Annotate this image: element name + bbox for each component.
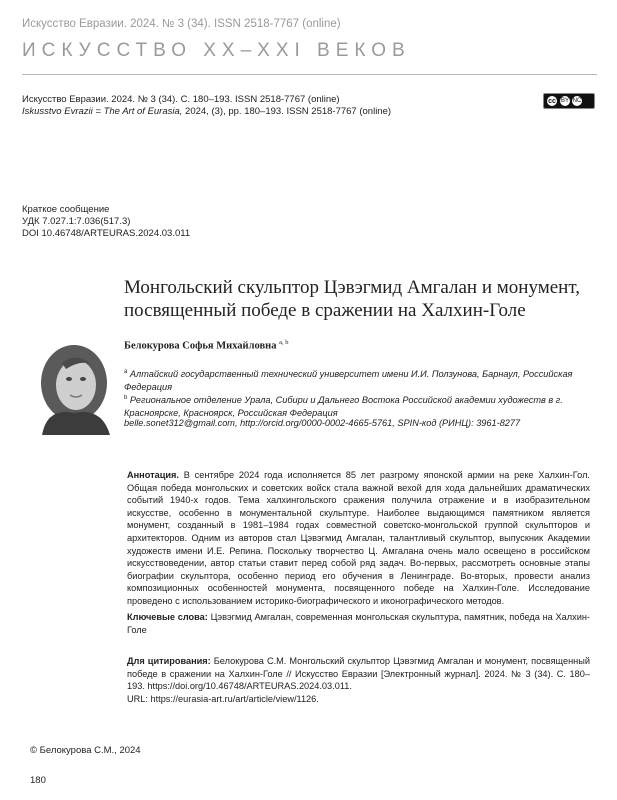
attribution-icon: BY <box>560 98 569 104</box>
author-name <box>124 339 288 352</box>
author-contact[interactable]: belle.sonet312@gmail.com, http://orcid.org/0000-0002-4665-5761, SPIN-код (РИНЦ): 3961-8277 <box>124 418 521 428</box>
affiliation-b <box>124 392 594 419</box>
header-divider <box>22 74 597 75</box>
abstract-text: В сентябре 2024 года исполняется 85 лет разгрому японской армии на реке Халхин-Гол. Общая победа монгольских и советских войск стала важной вехой для хода дальнейших драматических событий 1940-х годов. Тема халхингольского сражения получила отражение и в изобразительном искусстве, особенно в монументальной скульптуре. Наиболее выдающимся памятником является монумент, созданный в 1981–1984 годах совместной советско-монгольской группой скульпторов и архитекторов. Одним из авторов стал Цэвэгмид Амгалан, талантливый скульптор, выпускник Академии художеств имени И.Е. Репина. Поскольку творчество Ц. Амгалана очень мало освещено в российском искусствоведении, автор статьи ставит перед собой ряд задач. Во-первых, рассмотреть основные этапы биографии скульптора, особенно период его обучения в Ленинграде. Во-вторых, провести анализ композиционных особенностей монумента, посвященного победе на Халхин-Голе. Исследование проведено с использованием историко-биографического и иконографического методов. <box>127 470 590 606</box>
author-name-text: Белокурова Софья Михайловна <box>124 340 277 352</box>
copyright: © Белокурова С.М., 2024 <box>30 745 141 756</box>
affiliation-a-text: Алтайский государственный технический университет имени И.И. Ползунова, Барнаул, Российская Федерация <box>124 369 573 392</box>
abstract-label: Аннотация. <box>127 470 179 480</box>
keywords <box>127 611 590 636</box>
keywords-label: Ключевые слова: <box>127 612 208 622</box>
journal-section-title: ИСКУССТВО XX–XXI ВЕКОВ <box>22 40 411 61</box>
affiliation-b-mark: b <box>124 395 128 401</box>
non-commercial-icon: NC <box>572 98 582 104</box>
abstract <box>127 469 590 608</box>
citation-line-en-rest: 2024, (3), pp. 180–193. ISSN 2518-7767 (online) <box>182 106 392 117</box>
citation-line-en-italic: Iskusstvo Evrazii = The Art of Eurasia, <box>22 106 183 117</box>
article-title: Монгольский скульптор Цэвэгмид Амгалан и монумент, посвященный победе в сражении на Халхин-Голе <box>124 277 580 321</box>
for-citation-text: Белокурова С.М. Монгольский скульптор Цэвэгмид Амгалан и монумент, посвященный победе в сражении на Халхин-Голе // Искусство Евразии [Электронный журнал]. 2024. № 3 (34). С. 180–193. https://doi.org/10.46748/ARTEURAS.2024.03.011. <box>127 656 590 692</box>
page-number: 180 <box>30 775 46 786</box>
affiliation-a-mark: a <box>124 369 128 375</box>
citation-line-ru: Искусство Евразии. 2024. № 3 (34). С. 180–193. ISSN 2518-7767 (online) <box>22 94 340 105</box>
for-citation <box>127 655 590 705</box>
running-head: Искусство Евразии. 2024. № 3 (34). ISSN 2518-7767 (online) <box>22 18 341 30</box>
doi[interactable]: DOI 10.46748/ARTEURAS.2024.03.011 <box>22 228 191 239</box>
license-badge[interactable] <box>543 93 595 109</box>
udk: УДК 7.027.1:7.036(517.3) <box>22 216 131 227</box>
article-type: Краткое сообщение <box>22 204 110 215</box>
citation-line-en <box>22 106 391 117</box>
affiliation-a <box>124 366 594 393</box>
for-citation-label: Для цитирования: <box>127 656 211 666</box>
creative-commons-icon: cc <box>546 95 558 107</box>
article-url[interactable]: URL: https://eurasia-art.ru/art/article/view/1126. <box>127 693 319 704</box>
author-photo <box>22 335 117 435</box>
affiliation-b-text: Региональное отделение Урала, Сибири и Дальнего Востока Российской академии художеств в г. Красноярске, Красноярск, Российская Федерация <box>124 395 563 418</box>
keywords-text: Цэвэгмид Амгалан, современная монгольская скульптура, памятник, победа на Халхин-Голе <box>127 612 590 635</box>
author-affiliation-marks: a, b <box>279 339 289 346</box>
